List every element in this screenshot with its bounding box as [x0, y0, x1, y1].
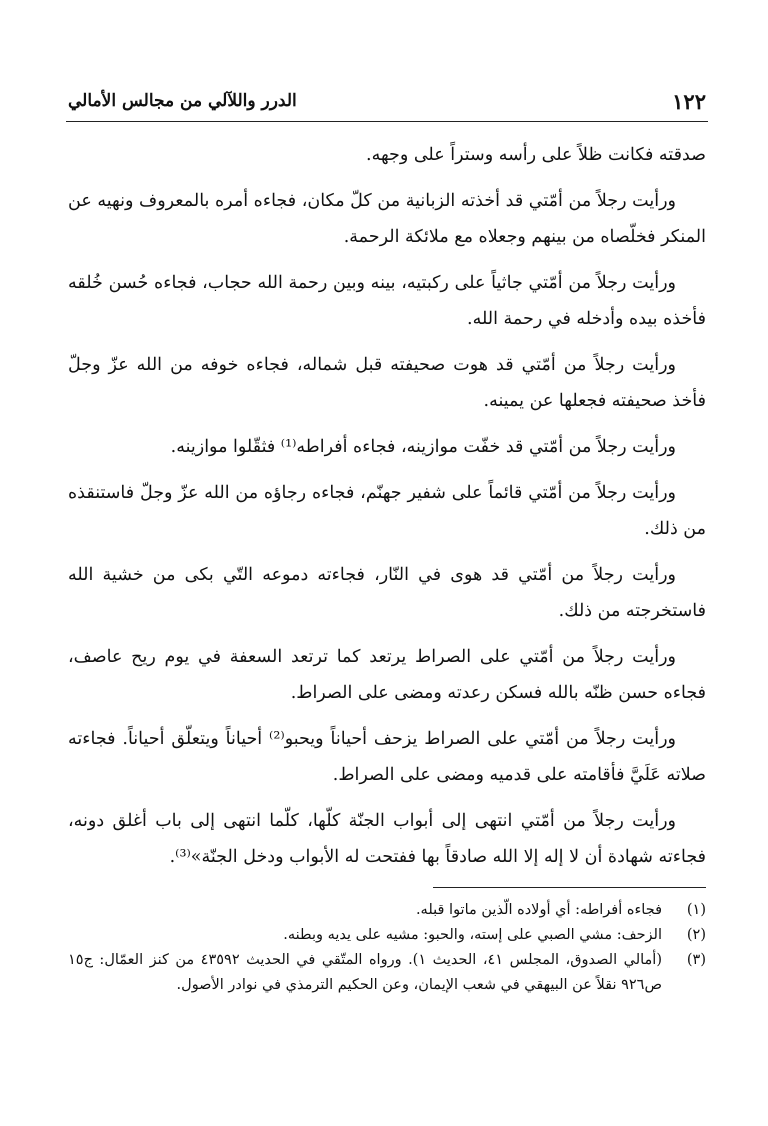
main-text — [68, 137, 706, 885]
footnote-text: الزحف: مشي الصبي على إسته، والحبو: مشيه على يديه وبطنه. — [283, 927, 662, 943]
footnote-text: فجاءه أفراطه: أي أولاده الّذين ماتوا قبله. — [415, 902, 662, 918]
footnotes — [68, 898, 706, 998]
paragraph: ورأيت رجلاً من أمّتي قد هوت صحيفته قبل شماله، فجاءه خوفه من الله عزّ وجلّ فأخذ صحيفته فجعلها عن يمينه. — [68, 355, 706, 411]
paragraph: ورأيت رجلاً من أمّتي على الصراط يرتعد كما ترتعد السعفة في يوم ريح عاصف، فجاءه حسن ظنّه بالله فسكن رعدته ومضى على الصراط. — [68, 647, 706, 703]
running-title: الدرر واللآلي من مجالس الأمالي — [68, 91, 297, 111]
footnote-number: (١) — [686, 902, 706, 918]
paragraph: ورأيت رجلاً من أمّتي قائماً على شفير جهنّم، فجاءه رجاؤه من الله عزّ وجلّ فاستنقذه من ذلك. — [68, 483, 706, 539]
paragraph: ورأيت رجلاً من أمّتي جاثياً على ركبتيه، بينه وبين رحمة الله حجاب، فجاءه حُسن خُلقه فأخذه بيده وأدخله في رحمة الله. — [68, 273, 706, 329]
footnote-text: (أمالي الصدوق، المجلس ٤١، الحديث ١). ورواه المتّقي في الحديث ٤٣٥٩٢ من كنز العمّال: ج١٥ ص٩٢٦ نقلاً عن البيهقي في شعب الإيمان، وعن الحكيم الترمذي في نوادر الأصول. — [68, 952, 662, 993]
footnote-number: (٢) — [686, 927, 706, 943]
paragraph: صدقته فكانت ظلاً على رأسه وستراً على وجهه. — [366, 145, 706, 165]
paragraph: ورأيت رجلاً من أمّتي قد هوى في النّار، فجاءته دموعه التّي بكى من خشية الله فاستخرجته من ذلك. — [68, 565, 706, 621]
header-rule — [66, 121, 708, 122]
paragraph: ورأيت رجلاً من أمّتي قد خفّت موازينه، فجاءه أفراطه⁽¹⁾ فثقّلوا موازينه. — [170, 437, 676, 457]
paragraph: ورأيت رجلاً من أمّتي انتهى إلى أبواب الجنّة كلّها، كلّما انتهى إلى باب أغلق دونه، فجاءته شهادة أن لا إله إلا الله صادقاً بها ففتحت له الأبواب ودخل الجنّة»⁽³⁾. — [68, 811, 706, 867]
footnote — [68, 923, 706, 948]
footnote — [68, 948, 706, 998]
paragraph: ورأيت رجلاً من أمّتي على الصراط يزحف أحياناً ويحبو⁽²⁾ أحياناً ويتعلّق أحياناً. فجاءته صلاته عَلَيَّ فأقامته على قدميه ومضى على الصراط. — [68, 729, 706, 785]
footnote-number: (٣) — [686, 952, 706, 968]
footnote-rule — [433, 887, 706, 888]
page-header — [68, 86, 706, 116]
paragraph: ورأيت رجلاً من أمّتي قد أخذته الزبانية من كلّ مكان، فجاءه أمره بالمعروف ونهيه عن المنكر فخلّصاه من بينهم وجعلاه مع ملائكة الرحمة. — [68, 191, 706, 247]
footnote — [68, 898, 706, 923]
page-number: ١٢٢ — [672, 88, 706, 114]
